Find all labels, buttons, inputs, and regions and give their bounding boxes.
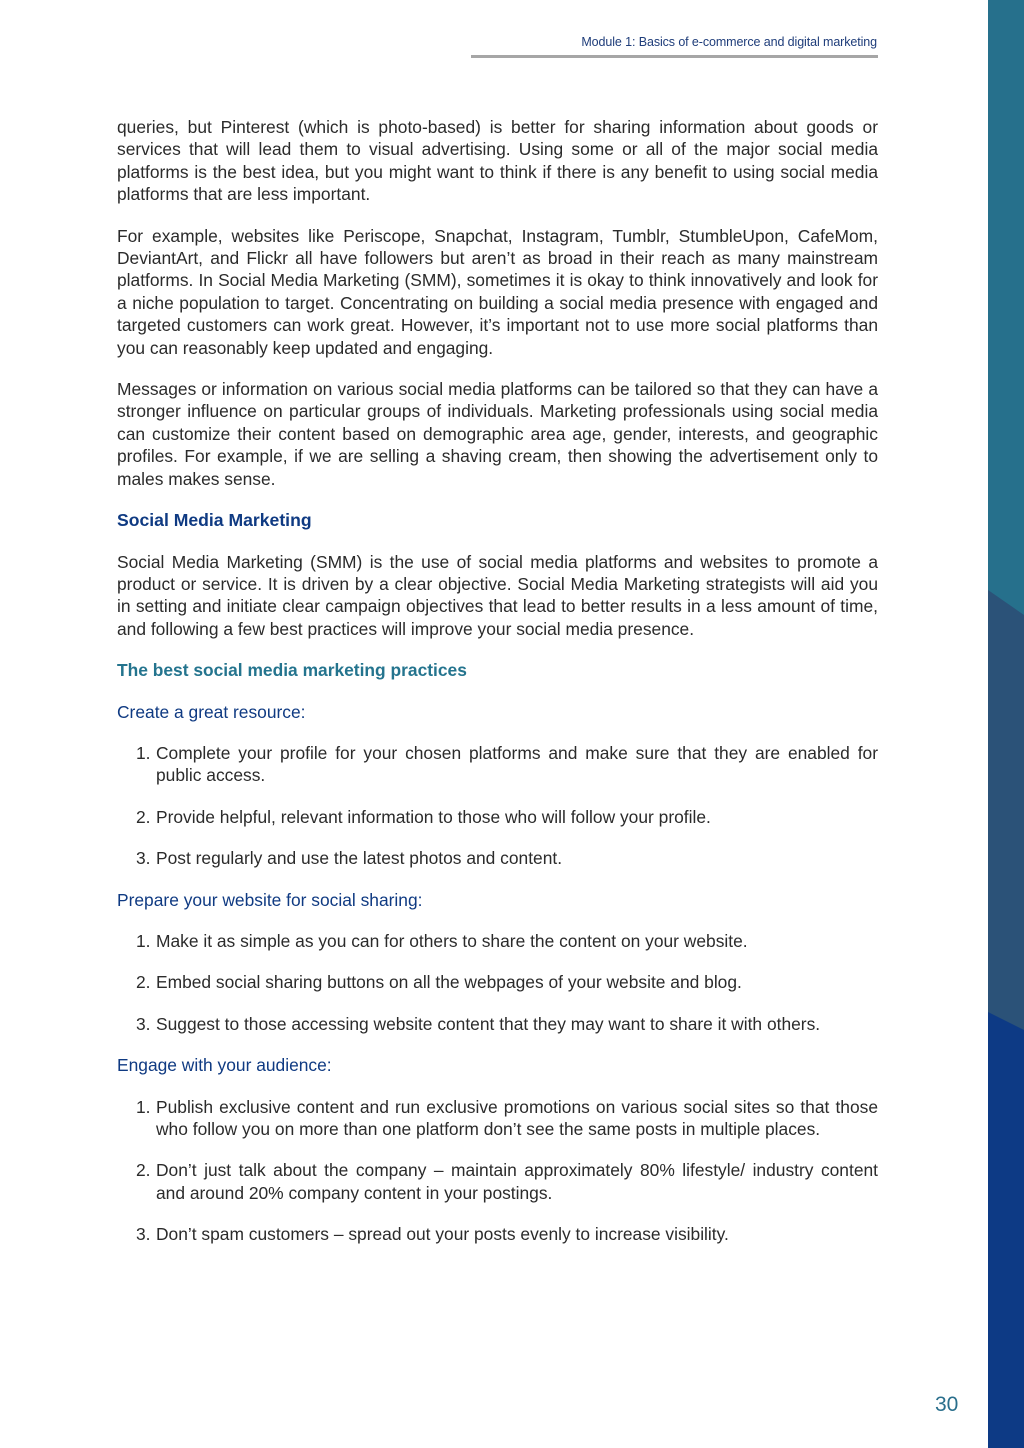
list-item	[117, 742, 878, 787]
list-item-text: Suggest to those accessing website content that they may want to share it with others.	[156, 1013, 821, 1034]
list-number: 2.	[136, 1160, 151, 1181]
list-item	[117, 1096, 878, 1141]
page-number: 30	[935, 1393, 959, 1416]
numbered-list	[117, 930, 878, 1035]
list-number: 3.	[136, 848, 151, 869]
body-paragraph: queries, but Pinterest (which is photo-based) is better for sharing information about goods or services that will lead them to visual advertising. Using some or all of the major social media platforms is the best idea, but you might want to think if there is any benefit to using social media platforms that are less important.	[117, 117, 878, 205]
numbered-list	[117, 1096, 878, 1246]
body-paragraph: For example, websites like Periscope, Snapchat, Instagram, Tumblr, StumbleUpon, CafeMom, DeviantArt, and Flickr all have followers but aren’t as broad in their reach as many mainstream platforms. In Social Media Marketing (SMM), sometimes it is okay to think innovatively and look for a niche population to target. Concentrating on building a social media presence with engaged and targeted customers can work great. However, it’s important not to use more social platforms than you can reasonably keep updated and engaging.	[117, 225, 878, 358]
list-number: 2.	[136, 806, 151, 827]
list-item	[117, 1013, 878, 1035]
list-item-text: Make it as simple as you can for others to share the content on your website.	[156, 930, 748, 951]
list-item-text: Post regularly and use the latest photos and content.	[156, 848, 563, 869]
list-item	[117, 930, 878, 952]
page-content	[117, 116, 878, 1265]
list-number: 3.	[136, 1224, 151, 1245]
list-item	[117, 971, 878, 993]
list-number: 3.	[136, 1013, 151, 1034]
list-item	[117, 847, 878, 869]
section-heading: Social Media Marketing	[117, 510, 312, 531]
header-divider	[471, 55, 878, 58]
list-item	[117, 1159, 878, 1204]
list-item	[117, 806, 878, 828]
list-item-text: Don’t just talk about the company – maintain approximately 80% lifestyle/ industry content and around 20% company content in your postings.	[156, 1160, 878, 1203]
numbered-list	[117, 742, 878, 870]
list-number: 2.	[136, 972, 151, 993]
group-title: Engage with your audience:	[117, 1055, 332, 1076]
list-number: 1.	[136, 742, 151, 763]
list-item-text: Publish exclusive content and run exclusive promotions on various social sites so that those who follow you on more than one platform don’t see the same posts in multiple places.	[156, 1096, 878, 1139]
list-item-text: Embed social sharing buttons on all the webpages of your website and blog.	[156, 972, 742, 993]
list-number: 1.	[136, 1096, 151, 1117]
list-item-text: Complete your profile for your chosen platforms and make sure that they are enabled for public access.	[156, 742, 878, 786]
body-paragraph: Messages or information on various social media platforms can be tailored so that they can have a stronger influence on particular groups of individuals. Marketing professionals using social media can customize their content based on demographic area age, gender, interests, and geographic profiles. For example, if we are selling a shaving cream, then showing the advertisement only to males makes sense.	[117, 379, 878, 489]
list-item-text: Don’t spam customers – spread out your posts evenly to increase visibility.	[156, 1224, 729, 1245]
group-title: Create a great resource:	[117, 701, 306, 722]
list-item	[117, 1223, 878, 1245]
list-number: 1.	[136, 930, 151, 951]
practices-heading: The best social media marketing practices	[117, 660, 467, 681]
group-title: Prepare your website for social sharing:	[117, 889, 423, 910]
side-color-band	[988, 0, 1024, 1448]
running-header: Module 1: Basics of e-commerce and digital marketing	[581, 35, 877, 49]
section-intro: Social Media Marketing (SMM) is the use of social media platforms and websites to promote a product or service. It is driven by a clear objective. Social Media Marketing strategists will aid you in setting and initiate clear campaign objectives that lead to better results in a less amount of time, and following a few best practices will improve your social media presence.	[117, 551, 878, 639]
list-item-text: Provide helpful, relevant information to those who will follow your profile.	[156, 806, 711, 827]
